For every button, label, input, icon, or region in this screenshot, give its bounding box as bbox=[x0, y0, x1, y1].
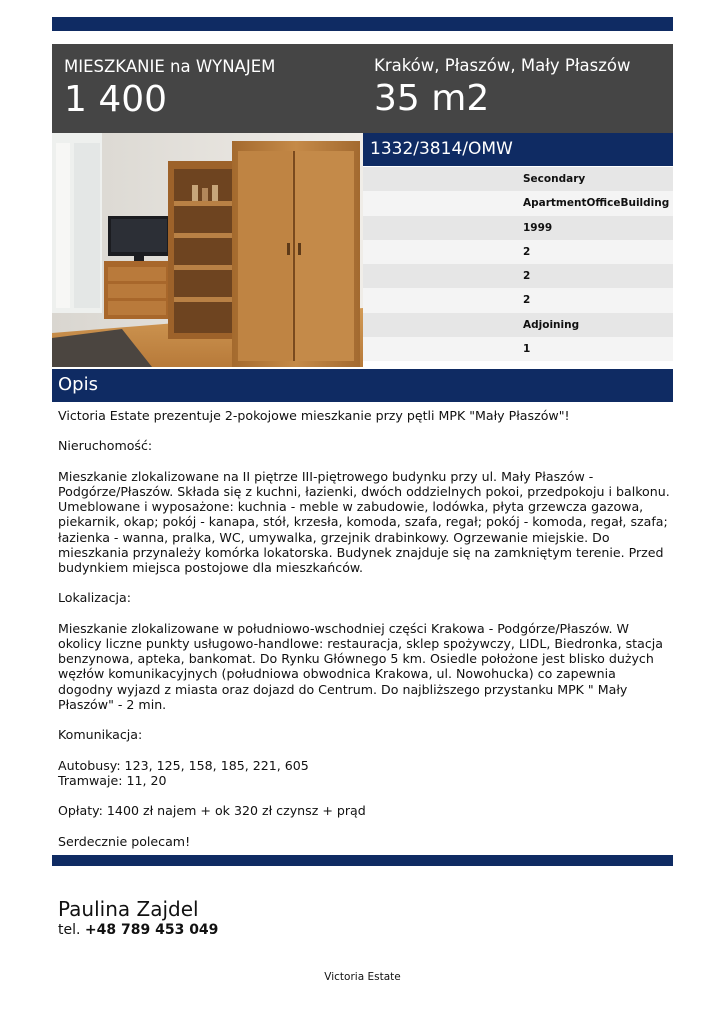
description-paragraph: Opłaty: 1400 zł najem + ok 320 zł czynsz + prąd bbox=[58, 803, 366, 819]
area: 35 m2 bbox=[374, 78, 490, 119]
section-header-opis bbox=[52, 369, 673, 402]
description-paragraph: Nieruchomość: bbox=[58, 438, 153, 454]
top-accent-bar bbox=[52, 17, 673, 31]
detail-value: Adjoining bbox=[523, 318, 580, 331]
detail-row bbox=[363, 264, 673, 288]
detail-value: 2 bbox=[523, 245, 531, 258]
description bbox=[58, 408, 670, 864]
detail-value: 1 bbox=[523, 343, 531, 356]
detail-row bbox=[363, 191, 673, 215]
header-left bbox=[64, 57, 275, 121]
footer-company: Victoria Estate bbox=[324, 971, 401, 983]
description-paragraph: Tramwaje: 11, 20 bbox=[58, 772, 167, 788]
agent-phone-line bbox=[58, 921, 218, 939]
offer-type: MIESZKANIE na WYNAJEM bbox=[64, 57, 276, 76]
description-paragraph: Lokalizacja: bbox=[58, 590, 131, 606]
detail-row bbox=[363, 313, 673, 337]
description-paragraph: Autobusy: 123, 125, 158, 185, 221, 605 bbox=[58, 757, 309, 773]
reference-number: 1332/3814/OMW bbox=[370, 139, 513, 159]
detail-value: Secondary bbox=[523, 173, 586, 185]
agent-name: Paulina Zajdel bbox=[58, 897, 199, 921]
detail-value: ApartmentOfficeBuilding bbox=[523, 197, 670, 210]
detail-row bbox=[363, 288, 673, 312]
description-paragraph: Mieszkanie zlokalizowane na II piętrze III-piętrowego budynku przy ul. Mały Płaszów - Podgórze/Płaszów. Składa się z kuchni, łazienki, dwóch oddzielnych pokoi, przedpokoju i balkonu. Umeblowane i wyposażone: kuchnia - meble w zabudowie, lodówka, płyta grzewcza gazowa, piekarnik, okap; pokój - kanapa, stół, krzesła, komoda, szafa, regał; pokój - komoda, regał, szafa; łazienka - wanna, pralka, WC, umywalka, grzejnik drabinkowy. Ogrzewanie miejskie. Do mieszkania przynależy komórka lokatorska. Budynek znajduje się na zamkniętym terenie. Przed budynkiem miejsca postojowe dla mieszkańców. bbox=[58, 468, 670, 575]
description-paragraph: Victoria Estate prezentuje 2-pokojowe mieszkanie przy pętli MPK "Mały Płaszów"! bbox=[58, 408, 570, 423]
detail-row bbox=[363, 240, 673, 264]
details-table bbox=[363, 167, 673, 361]
detail-value: 2 bbox=[523, 270, 531, 283]
reference-bar bbox=[363, 133, 673, 166]
detail-row bbox=[363, 167, 673, 191]
header-right bbox=[374, 56, 631, 120]
description-paragraph: Serdecznie polecam! bbox=[58, 833, 191, 849]
detail-row bbox=[363, 337, 673, 361]
bottom-accent-bar bbox=[52, 855, 673, 866]
tel-label: tel. bbox=[58, 922, 81, 938]
agent-phone[interactable]: +48 789 453 049 bbox=[84, 922, 219, 938]
agent-contact bbox=[58, 897, 218, 939]
detail-row bbox=[363, 216, 673, 240]
detail-value: 1999 bbox=[523, 221, 553, 234]
location: Kraków, Płaszów, Mały Płaszów bbox=[374, 56, 631, 75]
description-paragraph: Komunikacja: bbox=[58, 727, 143, 743]
description-paragraph: Mieszkanie zlokalizowane w południowo-wschodniej części Krakowa - Podgórze/Płaszów. W okolicy liczne punkty usługowo-handlowe: restauracja, sklep spożywczy, LIDL, Biedronka, stacja benzynowa, apteka, bankomat. Do Rynku Głównego 5 km. Osiedle położone jest blisko dużych węzłów komunikacyjnych (południowa obwodnica Krakowa, ul. Nowohucka) co zapewnia dogodny wyjazd z miasta oraz dojazd do Centrum. Do najbliższego przystanku MPK " Mały Płaszów" - 2 min. bbox=[58, 620, 663, 712]
property-photo bbox=[52, 133, 363, 367]
listing-header bbox=[52, 44, 673, 133]
section-title: Opis bbox=[58, 374, 98, 395]
detail-value: 2 bbox=[523, 294, 531, 307]
price: 1 400 bbox=[64, 79, 168, 120]
